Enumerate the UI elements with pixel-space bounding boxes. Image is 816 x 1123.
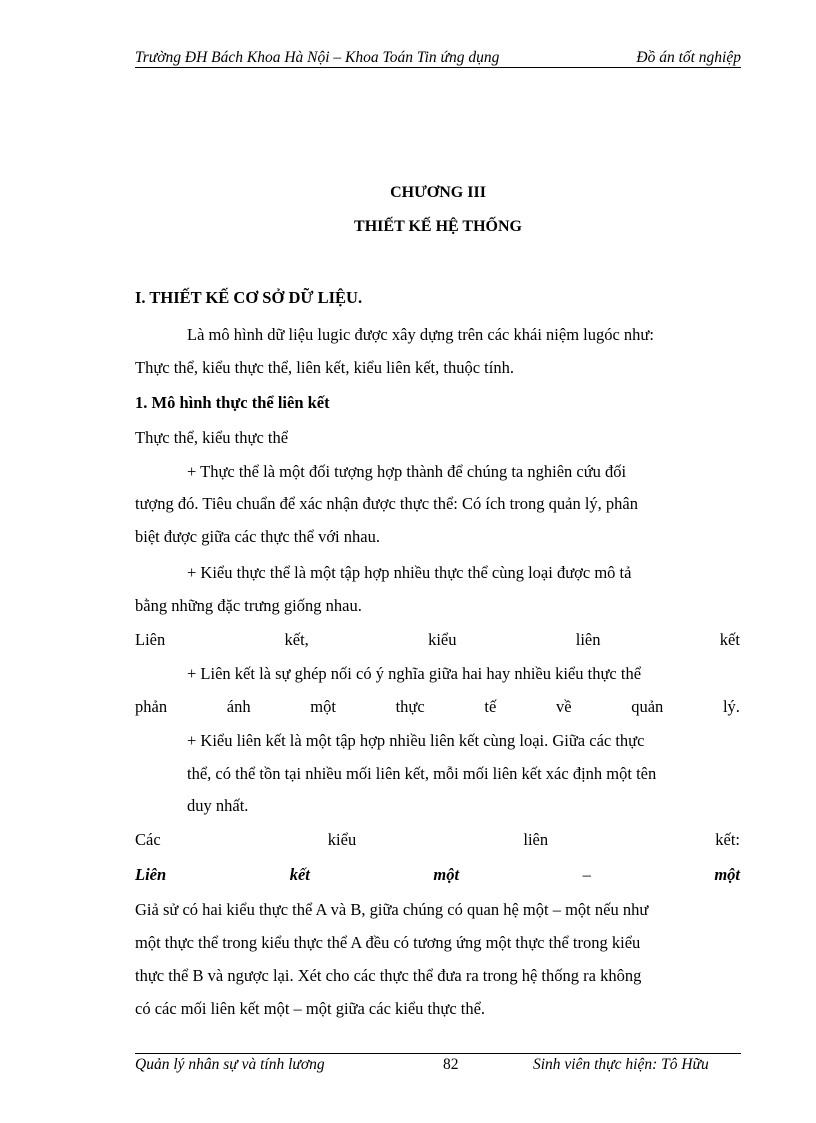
paragraph-2-line-2: bằng những đặc trưng giống nhau. <box>135 596 362 615</box>
paragraph-1-line-1: + Thực thể là một đối tượng hợp thành để chúng ta nghiên cứu đối <box>187 462 627 481</box>
header-school: Trường ĐH Bách Khoa Hà Nội – Khoa Toán Tin ứng dụng <box>135 49 500 66</box>
word: thực <box>395 697 425 716</box>
word: một <box>433 865 460 884</box>
header-doc-type: Đồ án tốt nghiệp <box>636 49 741 66</box>
one-to-one-heading <box>135 865 740 885</box>
footer-project-title: Quản lý nhân sự và tính lương <box>135 1056 325 1073</box>
word: kết <box>289 865 310 884</box>
paragraph-2-line-1: + Kiểu thực thể là một tập hợp nhiều thực thể cùng loại được mô tả <box>187 563 632 582</box>
word: liên <box>523 830 549 849</box>
word: Liên <box>135 630 166 649</box>
word: Các <box>135 830 161 849</box>
word: Liên <box>135 865 167 884</box>
word: phản <box>135 697 168 716</box>
word: kết, <box>284 630 309 649</box>
link-label-line <box>135 630 740 650</box>
paragraph-4-line-3: duy nhất. <box>187 796 249 815</box>
paragraph-4-line-2: thể, có thể tồn tại nhiều mối liên kết, mỗi mối liên kết xác định một tên <box>187 764 657 783</box>
footer-student: Sinh viên thực hiện: Tô Hữu <box>533 1056 709 1073</box>
word: lý. <box>722 697 740 716</box>
paragraph-5-line-4: có các mối liên kết một – một giữa các kiểu thực thể. <box>135 999 486 1018</box>
paragraph-5-line-3: thực thể B và ngược lại. Xét cho các thực thể đưa ra trong hệ thống ra không <box>135 966 642 985</box>
paragraph-5-line-1: Giả sử có hai kiểu thực thể A và B, giữa chúng có quan hệ một – một nếu như <box>135 900 649 919</box>
header-rule <box>135 67 741 68</box>
paragraph-1-line-3: biệt được giữa các thực thể với nhau. <box>135 527 380 546</box>
paragraph-3-line-1: + Liên kết là sự ghép nối có ý nghĩa giữa hai hay nhiều kiểu thực thể <box>187 664 642 683</box>
intro-line-2: Thực thể, kiểu thực thể, liên kết, kiểu liên kết, thuộc tính. <box>135 358 514 377</box>
section-heading: I. THIẾT KẾ CƠ SỞ DỮ LIỆU. <box>135 288 363 307</box>
word: kết <box>719 630 740 649</box>
paragraph-4-line-1: + Kiểu liên kết là một tập hợp nhiều liên kết cùng loại. Giữa các thực <box>187 731 645 750</box>
word: kết: <box>715 830 740 849</box>
subsection-heading: 1. Mô hình thực thể liên kết <box>135 393 330 412</box>
paragraph-3-line-2 <box>135 697 740 717</box>
footer-rule <box>135 1053 741 1054</box>
word: – <box>582 865 591 884</box>
word: quản <box>631 697 664 716</box>
word: về <box>555 697 572 716</box>
paragraph-1-line-2: tượng đó. Tiêu chuẩn để xác nhận được thực thể: Có ích trong quản lý, phân <box>135 494 638 513</box>
chapter-title: THIẾT KẾ HỆ THỐNG <box>354 218 522 235</box>
word: kiểu <box>327 830 357 849</box>
page-number: 82 <box>443 1056 459 1073</box>
entity-label: Thực thể, kiểu thực thể <box>135 428 289 447</box>
word: tế <box>484 697 497 716</box>
word: kiểu <box>428 630 457 649</box>
intro-line-1: Là mô hình dữ liệu lugic được xây dựng trên các khái niệm lugóc như: <box>187 325 654 344</box>
word: một <box>310 697 336 716</box>
chapter-number: CHƯƠNG III <box>390 184 486 201</box>
word: liên <box>575 630 601 649</box>
paragraph-5-line-2: một thực thể trong kiểu thực thể A đều có tương ứng một thực thể trong kiểu <box>135 933 641 952</box>
word: một <box>714 865 740 884</box>
link-types-label <box>135 830 740 850</box>
word: ánh <box>226 697 251 716</box>
